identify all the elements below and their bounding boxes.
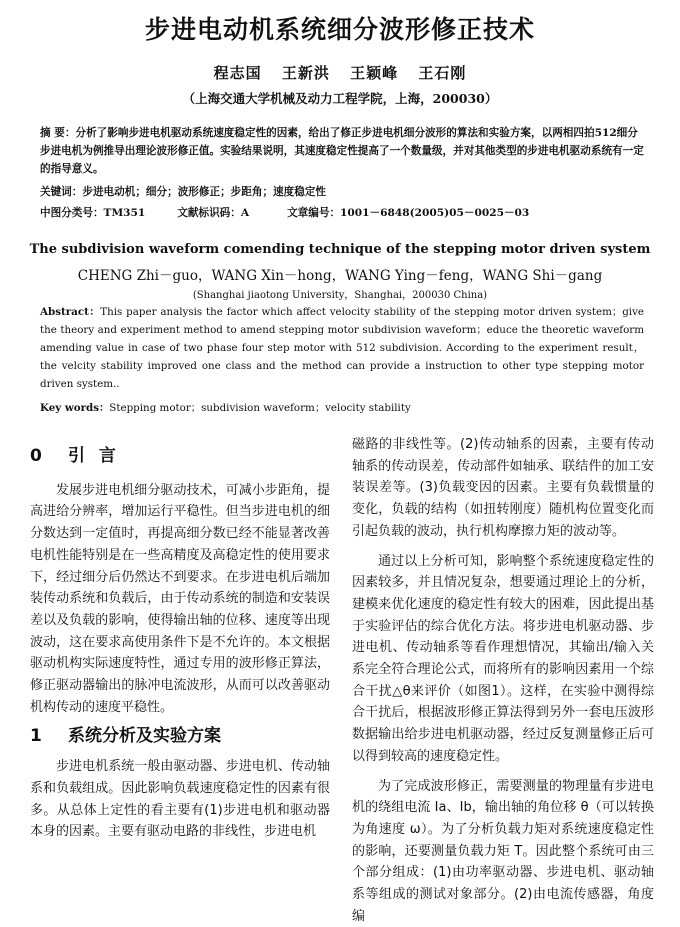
cn-class: 中图分类号：TM351 (40, 207, 146, 219)
right-paragraph-2: 通过以上分析可知，影响整个系统速度稳定性的因素较多，并且情况复杂，想要通过理论上的分析，建模来优化速度的稳定性有较大的困难，因此提出基于实验评估的综合优化方法。将步进电机驱动器、步进电机、传动轴系等看作理想情况，其输出/输入关系完全符合理论公式，而将所有的影响因素用一个综合干扰△θ来评价（如图1）。这样，在实验中测得综合干扰后，根据波形修正算法得到另外一套电压波形数据输出给步进电机驱动器，经过反复测量修正后可以得到较高的速度稳定性。 (352, 553, 654, 764)
section-1-number: 1 (30, 726, 42, 747)
right-paragraph-1: 磁路的非线性等。(2)传动轴系的因素，主要有传动轴系的传动误差，传动部件如轴承、联结件的加工安装误差等。(3)负载变因的因素。主要有负载惯量的变化，负载的结构（如扭转刚度）随机构位置变化而引起负载的波动，执行机构摩擦力矩的波动等。 (352, 437, 654, 539)
cn-article-no: 文章编号：1001－6848(2005)05－0025－03 (287, 207, 530, 219)
en-keywords-text: Stepping motor；subdivision waveform；velocity stability (109, 402, 411, 414)
right-paragraph-3: 为了完成波形修正，需要测量的物理量有步进电机的绕组电流 Ia、Ib，输出轴的角位移 θ（可以转换为角速度 ω）。为了分析负载力矩对系统速度稳定性的影响，还要测量负载力矩 T。因此整个系统可由三个部分组成：(1)由功率驱动器、步进电机、驱动轴系等组成的测试对象部分。(2)由电流传感器，角度编 (352, 778, 654, 924)
cn-keywords (40, 184, 644, 199)
section-0-title: 引 言 (68, 446, 120, 466)
right-column (352, 434, 654, 927)
section-1-text: 步进电机系统一般由驱动器、步进电机、传动轴系和负载组成。因此影响负载速度稳定性的因素有很多。从总体上定性的看主要有(1)步进电机和驱动器本身的因素。主要有驱动电路的非线性，步进电机 (30, 759, 330, 840)
en-abstract-text: This paper analysis the factor which affect velocity stability of the stepping motor driven system；give the theory and experiment method to amend stepping motor subdivision waveform；educe the theoretic waveform amending value in case of two phase four step motor with 512 subdivision. According to the experiment result，the velcity stability improved one class and the method can provide a instruction to other type stepping motor driven system.. (40, 306, 644, 390)
left-column (30, 446, 330, 843)
cn-doc-code: 文献标识码：A (177, 207, 250, 219)
section-0-number: 0 (30, 446, 42, 466)
en-keywords-label: Key words： (40, 402, 110, 414)
affiliation: （上海交通大学机械及动力工程学院，上海，200030） (182, 91, 498, 106)
authors: 程志国 王新洪 王颖峰 王石刚 (213, 64, 467, 82)
section-1-title: 系统分析及实验方案 (68, 726, 221, 747)
cn-keywords-label: 关键词： (40, 186, 83, 198)
section-0-heading (30, 446, 330, 468)
cn-abstract-text: 分析了影响步进电机驱动系统速度稳定性的因素，给出了修正步进电机细分波形的算法和实验方案，以两相四拍512细分步进电机为例推导出理论波形修正值。实验结果说明，其速度稳定性提高了一个数量级，并对其他类型的步进电机驱动系统有一定的指导意义。 (40, 127, 644, 175)
section-0-text: 发展步进电机细分驱动技术，可减小步距角，提高进给分辨率，增加运行平稳性。但当步进电机的细分数达到一定值时，再提高细分数已经不能显著改善电机性能特别是在一些高精度及高稳定性的使用要求下，经过细分后仍然达不到要求。在步进电机后端加装传动系统和负载后，由于传动系统的制造和安装误差以及负载的影响，使得输出轴的位移、速度等出现波动，这在要求高使用条件下是不允许的。本文根据驱动机构实际速度特性，通过专用的波形修正算法，修正驱动器输出的脉冲电流波形，从而可以改善驱动机构传动的速度平稳性。 (30, 482, 330, 715)
cn-abstract (40, 124, 644, 178)
en-abstract-label: Abstract： (40, 306, 101, 318)
en-authors: CHENG Zhi－guo，WANG Xin－hong，WANG Ying－feng，WANG Shi－gang (77, 268, 603, 284)
en-keywords (40, 399, 644, 414)
paper-title: 步进电动机系统细分波形修正技术 (144, 15, 535, 44)
en-affiliation: (Shanghai jiaotong University，Shanghai，200030 China) (192, 290, 488, 301)
cn-metadata (40, 205, 644, 220)
section-1-heading (30, 726, 330, 748)
en-title: The subdivision waveform comending technique of the stepping motor driven system (29, 242, 651, 257)
en-abstract (40, 303, 644, 393)
cn-keywords-text: 步进电动机；细分；波形修正；步距角；速度稳定性 (82, 186, 327, 198)
cn-abstract-label: 摘 要： (40, 127, 76, 139)
